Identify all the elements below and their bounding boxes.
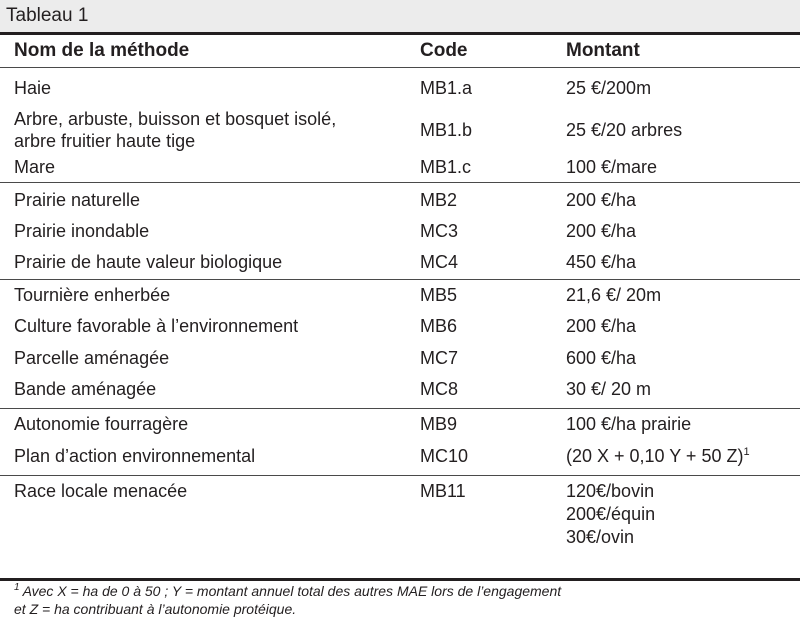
header-name: Nom de la méthode [14, 40, 190, 61]
table-group [0, 68, 800, 182]
table-row [0, 251, 800, 273]
table-row [0, 108, 800, 152]
table-row [0, 156, 800, 178]
method-code: MC10 [420, 446, 469, 466]
table-row [0, 378, 800, 400]
method-name: Arbre, arbuste, buisson et bosquet isolé, arbre fruitier haute tige [14, 109, 337, 151]
table-row [0, 480, 800, 552]
table-row [0, 77, 800, 99]
method-code: MB1.c [420, 157, 472, 177]
table-group [0, 409, 800, 475]
method-amount: 450 €/ha [566, 252, 637, 272]
table-row [0, 413, 800, 435]
method-code: MB11 [420, 481, 466, 501]
method-code: MB9 [420, 414, 458, 434]
table-row [0, 284, 800, 306]
table-title: Tableau 1 [0, 0, 800, 32]
method-code: MB5 [420, 285, 458, 305]
method-name: Prairie de haute valeur biologique [14, 252, 283, 272]
table-bottom-rule [0, 578, 800, 581]
method-amount: 600 €/ha [566, 348, 637, 368]
footnote-mark: 1 [14, 582, 20, 594]
method-amount: 25 €/20 arbres [566, 120, 683, 140]
method-name: Bande aménagée [14, 379, 157, 399]
header-amount: Montant [566, 40, 640, 61]
method-code: MB1.a [420, 78, 473, 98]
footnote [14, 582, 774, 618]
table-row [0, 189, 800, 211]
method-name: Mare [14, 157, 56, 177]
method-name: Prairie inondable [14, 221, 150, 241]
method-amount: 200 €/ha [566, 221, 637, 241]
table-header [0, 35, 800, 67]
method-amount: 25 €/200m [566, 78, 652, 98]
method-amount: 30 €/ 20 m [566, 379, 652, 399]
method-name: Race locale menacée [14, 481, 188, 501]
method-code: MC7 [420, 348, 459, 368]
table-row [0, 315, 800, 337]
method-code: MC3 [420, 221, 459, 241]
method-amount: 120€/bovin 200€/équin 30€/ovin [566, 481, 656, 547]
method-name: Parcelle aménagée [14, 348, 170, 368]
header-code: Code [420, 40, 468, 61]
method-code: MB2 [420, 190, 458, 210]
method-amount: 200 €/ha [566, 316, 637, 336]
method-amount: 200 €/ha [566, 190, 637, 210]
table-row [0, 220, 800, 242]
method-amount [566, 445, 750, 467]
method-amount: 100 €/ha prairie [566, 414, 692, 434]
table-row [0, 445, 800, 467]
footnote-ref: 1 [743, 446, 750, 458]
method-code: MB6 [420, 316, 458, 336]
formula-text: (20 X + 0,10 Y + 50 Z) [566, 446, 744, 466]
method-name: Plan d’action environnemental [14, 446, 256, 466]
table-row [0, 347, 800, 369]
payment-table [0, 32, 800, 556]
footnote-text: Avec X = ha de 0 à 50 ; Y = montant annuel total des autres MAE lors de l’engagement et Z = ha contribuant à l’autonomie protéique. [14, 583, 562, 617]
method-name: Autonomie fourragère [14, 414, 189, 434]
method-name: Haie [14, 78, 52, 98]
method-name: Tournière enherbée [14, 285, 171, 305]
method-name: Culture favorable à l’environnement [14, 316, 299, 336]
table-group [0, 183, 800, 279]
table-group [0, 280, 800, 408]
method-code: MB1.b [420, 120, 473, 140]
method-code: MC8 [420, 379, 459, 399]
method-name: Prairie naturelle [14, 190, 141, 210]
table-group [0, 476, 800, 556]
method-amount: 21,6 €/ 20m [566, 285, 662, 305]
method-code: MC4 [420, 252, 459, 272]
method-amount: 100 €/mare [566, 157, 658, 177]
